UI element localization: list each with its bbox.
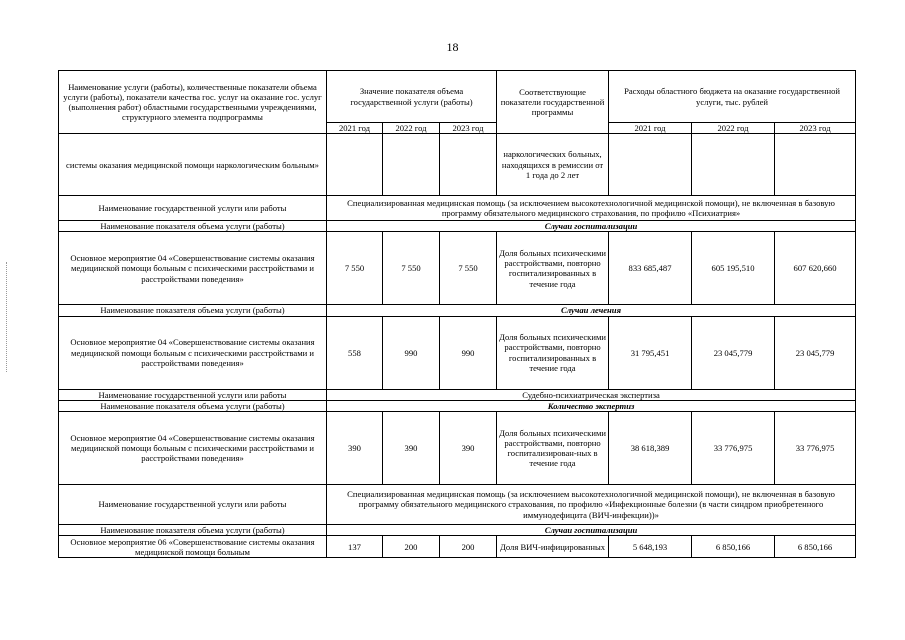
indicator-label: Наименование показателя объема услуги (работы): [59, 221, 327, 232]
header-year: 2021 год: [327, 123, 383, 134]
value-2023: 200: [440, 536, 497, 558]
expense-2022: 23 045,779: [692, 316, 775, 389]
value-2022: 7 550: [383, 232, 440, 305]
cell-empty: [383, 134, 440, 196]
measure-name: системы оказания медицинской помощи наркологическим больным»: [59, 134, 327, 196]
value-2021: 137: [327, 536, 383, 558]
expense-2022: 33 776,975: [692, 412, 775, 485]
cell-empty: [327, 134, 383, 196]
header-year-exp: 2023 год: [775, 123, 856, 134]
service-row: [59, 485, 856, 525]
indicator-label: Наименование показателя объема услуги (работы): [59, 400, 327, 411]
cell-empty: [609, 134, 692, 196]
program-indicator: Доля больных психическими расстройствами, повторно госпитализированных в течение года: [497, 232, 609, 305]
expense-2022: 6 850,166: [692, 536, 775, 558]
table-row: [59, 316, 856, 389]
value-2021: 390: [327, 412, 383, 485]
indicator-label-row: [59, 305, 856, 316]
program-indicator: Доля больных психическими расстройствами, повторно госпитализированных в течение года: [497, 316, 609, 389]
service-label: Наименование государственной услуги или работы: [59, 196, 327, 221]
expense-2021: 38 618,389: [609, 412, 692, 485]
measure-name: Основное мероприятие 04 «Совершенствование системы оказания медицинской помощи больным с психическими расстройствами и расстройствами поведения»: [59, 412, 327, 485]
cell-empty: [692, 134, 775, 196]
table-row: [59, 134, 856, 196]
header-year: 2022 год: [383, 123, 440, 134]
value-2023: 7 550: [440, 232, 497, 305]
indicator-unit: Случаи лечения: [327, 305, 856, 316]
header-row: [59, 71, 856, 123]
header-year-exp: 2022 год: [692, 123, 775, 134]
margin-mark: [6, 262, 8, 372]
service-value: Специализированная медицинская помощь (за исключением высокотехнологичной медицинской помощи), не включенная в базовую программу обязательного медицинского страхования, по профилю «Инфекционные болезни (в части синдром приобретенного иммунодефицита (ВИЧ-инфекции))»: [327, 485, 856, 525]
value-2022: 390: [383, 412, 440, 485]
cell-empty: [440, 134, 497, 196]
expense-2021: 31 795,451: [609, 316, 692, 389]
value-2021: 7 550: [327, 232, 383, 305]
expense-2023: 33 776,975: [775, 412, 856, 485]
table-row: [59, 412, 856, 485]
expense-2023: 6 850,166: [775, 536, 856, 558]
program-indicator: Доля ВИЧ-инфицированных: [497, 536, 609, 558]
value-2023: 390: [440, 412, 497, 485]
indicator-label-row: [59, 221, 856, 232]
header-col-volume: Значение показателя объема государственной услуги (работы): [327, 71, 497, 123]
program-indicator: Доля больных психическими расстройствами, повторно госпитализирован-ных в течение года: [497, 412, 609, 485]
value-2021: 558: [327, 316, 383, 389]
header-year: 2023 год: [440, 123, 497, 134]
indicator-label: Наименование показателя объема услуги (работы): [59, 525, 327, 536]
indicator-unit: Случаи госпитализации: [327, 221, 856, 232]
value-2022: 990: [383, 316, 440, 389]
service-label: Наименование государственной услуги или работы: [59, 389, 327, 400]
measure-name: Основное мероприятие 04 «Совершенствование системы оказания медицинской помощи больным с психическими расстройствами и расстройствами поведения»: [59, 316, 327, 389]
header-year-exp: 2021 год: [609, 123, 692, 134]
indicator-unit: Количество экспертиз: [327, 400, 856, 411]
service-row: [59, 196, 856, 221]
header-col-name: Наименование услуги (работы), количественные показатели объема услуги (работы), показатели качества гос. услуг на оказание гос. услуг (выполнения работ) областными государственными учреждениями, структурного элемента подпрограммы: [59, 71, 327, 134]
table-row: [59, 232, 856, 305]
header-col-expenses: Расходы областного бюджета на оказание государственной услуги, тыс. рублей: [609, 71, 856, 123]
indicator-label: Наименование показателя объема услуги (работы): [59, 305, 327, 316]
indicator-label-row: [59, 400, 856, 411]
measure-name: Основное мероприятие 04 «Совершенствование системы оказания медицинской помощи больным с психическими расстройствами и расстройствами поведения»: [59, 232, 327, 305]
service-value: Специализированная медицинская помощь (за исключением высокотехнологичной медицинской помощи), не включенная в базовую программу обязательного медицинского страхования, по профилю «Психиатрия»: [327, 196, 856, 221]
value-2023: 990: [440, 316, 497, 389]
expense-2021: 5 648,193: [609, 536, 692, 558]
program-indicator: наркологических больных, находящихся в ремиссии от 1 года до 2 лет: [497, 134, 609, 196]
expense-2023: 607 620,660: [775, 232, 856, 305]
service-row: [59, 389, 856, 400]
budget-table: [58, 70, 856, 558]
expense-2022: 605 195,510: [692, 232, 775, 305]
expense-2023: 23 045,779: [775, 316, 856, 389]
measure-name: Основное мероприятие 06 «Совершенствование системы оказания медицинской помощи больным: [59, 536, 327, 558]
table-row: [59, 536, 856, 558]
expense-2021: 833 685,487: [609, 232, 692, 305]
header-col-programs: Соответствующие показатели государственной программы: [497, 71, 609, 134]
indicator-unit: Случаи госпитализации: [327, 525, 856, 536]
indicator-label-row: [59, 525, 856, 536]
service-value: Судебно-психиатрическая экспертиза: [327, 389, 856, 400]
value-2022: 200: [383, 536, 440, 558]
service-label: Наименование государственной услуги или работы: [59, 485, 327, 525]
cell-empty: [775, 134, 856, 196]
page-number: 18: [446, 40, 459, 54]
